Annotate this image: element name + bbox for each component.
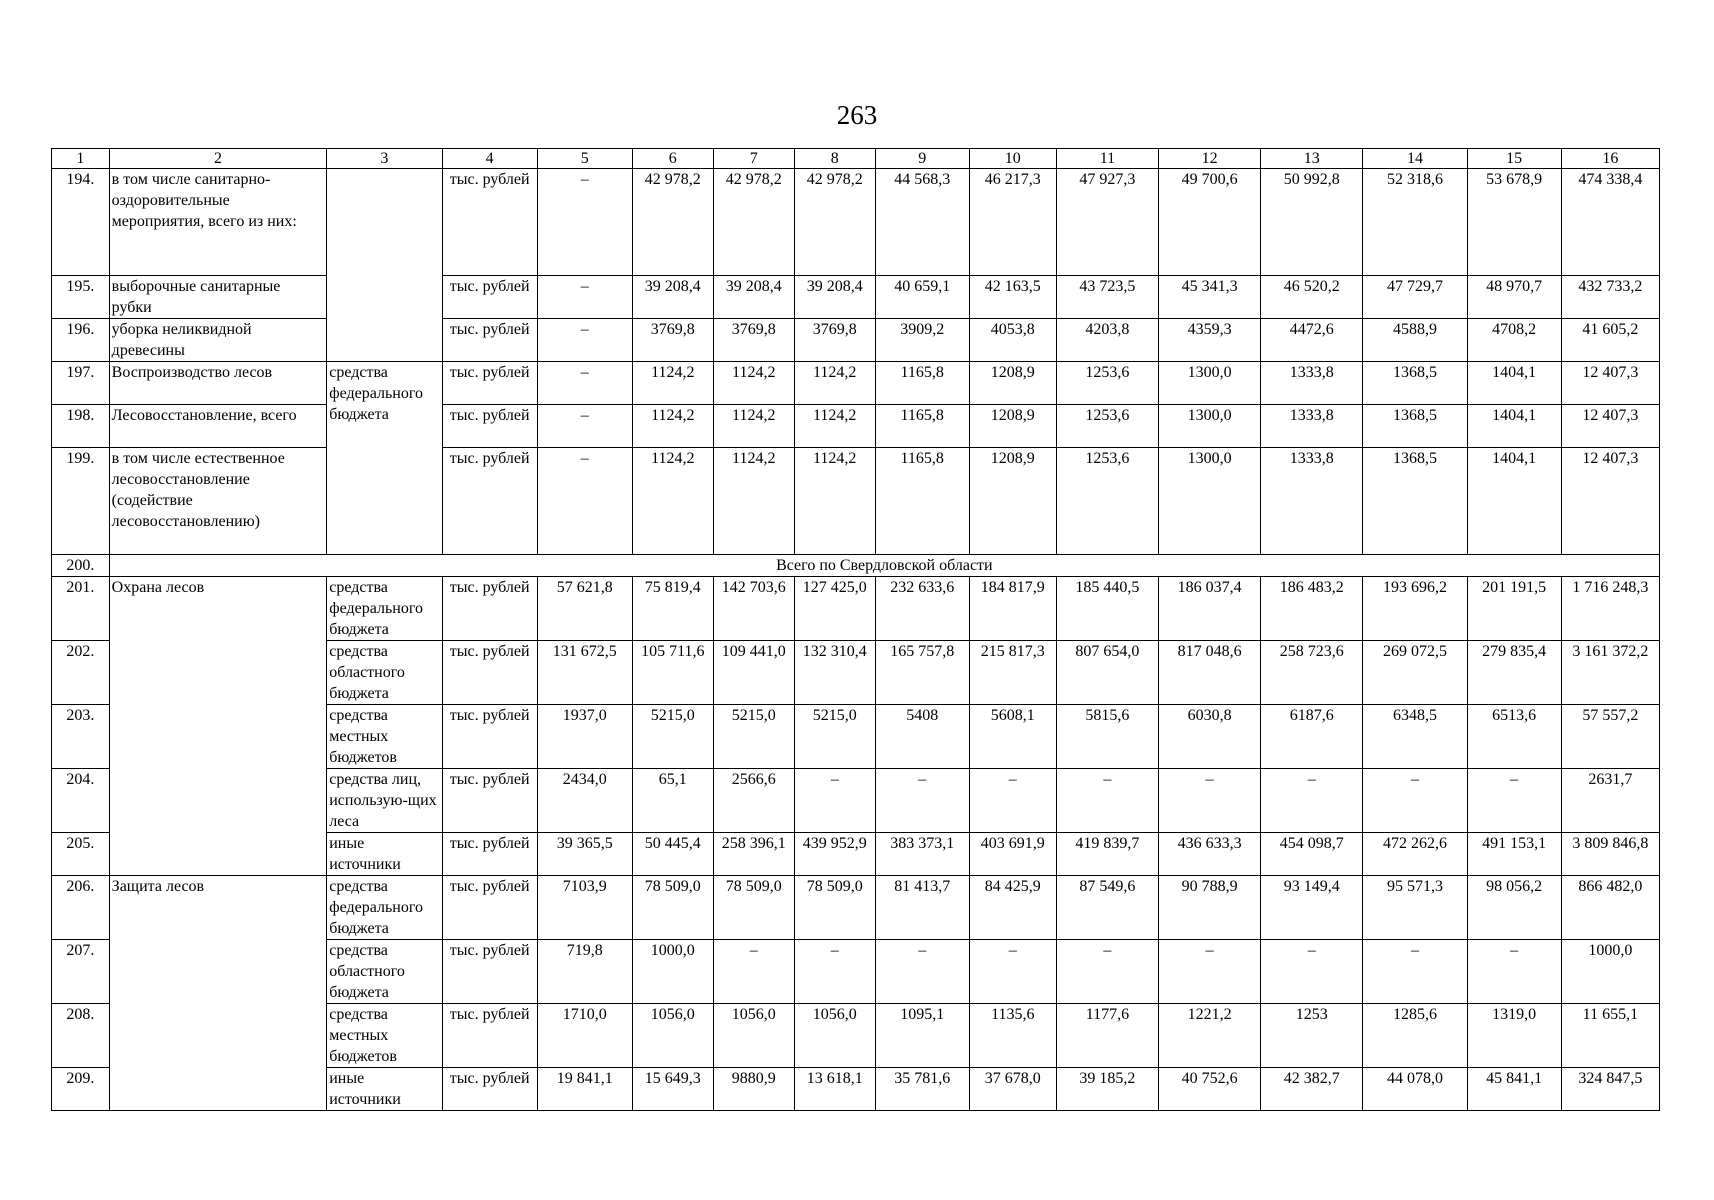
value-cell: 2566,6 <box>713 769 794 833</box>
value-cell: 47 927,3 <box>1056 169 1158 276</box>
value-cell: 1124,2 <box>713 405 794 448</box>
value-cell: 6187,6 <box>1261 705 1363 769</box>
value-cell: 1253,6 <box>1056 362 1158 405</box>
value-cell: 1937,0 <box>537 705 632 769</box>
funding-source: иные источники <box>327 1068 442 1111</box>
value-cell: 215 817,3 <box>969 641 1056 705</box>
value-cell: 1 716 248,3 <box>1561 577 1659 641</box>
value-cell: 454 098,7 <box>1261 833 1363 876</box>
value-cell: 39 208,4 <box>794 276 875 319</box>
value-cell: 3 809 846,8 <box>1561 833 1659 876</box>
value-cell: 1300,0 <box>1159 362 1261 405</box>
value-cell: 65,1 <box>632 769 713 833</box>
value-cell: 258 723,6 <box>1261 641 1363 705</box>
value-cell: – <box>1159 769 1261 833</box>
value-cell: – <box>1159 940 1261 1004</box>
value-cell: 78 509,0 <box>794 876 875 940</box>
unit: тыс. рублей <box>442 876 537 940</box>
value-cell: – <box>969 769 1056 833</box>
value-cell: 4708,2 <box>1467 319 1561 362</box>
value-cell: 1124,2 <box>794 448 875 555</box>
value-cell: – <box>1261 769 1363 833</box>
value-cell: 6030,8 <box>1159 705 1261 769</box>
funding-source: средства местных бюджетов <box>327 1004 442 1068</box>
value-cell: 12 407,3 <box>1561 362 1659 405</box>
value-cell: 817 048,6 <box>1159 641 1261 705</box>
value-cell: 3909,2 <box>875 319 969 362</box>
value-cell: 472 262,6 <box>1363 833 1467 876</box>
value-cell: 131 672,5 <box>537 641 632 705</box>
value-cell: – <box>713 940 794 1004</box>
unit: тыс. рублей <box>442 1068 537 1111</box>
value-cell: 3 161 372,2 <box>1561 641 1659 705</box>
value-cell: 142 703,6 <box>713 577 794 641</box>
row-name: Охрана лесов <box>109 577 327 876</box>
value-cell: 78 509,0 <box>632 876 713 940</box>
value-cell: – <box>537 448 632 555</box>
column-header: 5 <box>537 149 632 169</box>
row-name: Лесовосстановление, всего <box>109 405 327 448</box>
table-row <box>52 319 1660 362</box>
row-name: уборка неликвидной древесины <box>109 319 327 362</box>
value-cell: 1124,2 <box>794 362 875 405</box>
value-cell: 81 413,7 <box>875 876 969 940</box>
funding-source: средства областного бюджета <box>327 641 442 705</box>
value-cell: 1368,5 <box>1363 362 1467 405</box>
value-cell: 48 970,7 <box>1467 276 1561 319</box>
row-number: 196. <box>52 319 110 362</box>
value-cell: 1056,0 <box>794 1004 875 1068</box>
value-cell: 42 978,2 <box>794 169 875 276</box>
funding-source <box>327 169 442 362</box>
value-cell: 184 817,9 <box>969 577 1056 641</box>
value-cell: 419 839,7 <box>1056 833 1158 876</box>
value-cell: 165 757,8 <box>875 641 969 705</box>
column-header: 9 <box>875 149 969 169</box>
value-cell: 1135,6 <box>969 1004 1056 1068</box>
row-name: выборочные санитарные рубки <box>109 276 327 319</box>
value-cell: 439 952,9 <box>794 833 875 876</box>
row-number: 202. <box>52 641 110 705</box>
row-name: в том числе санитарно-оздоровительные мероприятия, всего из них: <box>109 169 327 276</box>
unit: тыс. рублей <box>442 940 537 1004</box>
value-cell: 1285,6 <box>1363 1004 1467 1068</box>
value-cell: 2434,0 <box>537 769 632 833</box>
value-cell: 1319,0 <box>1467 1004 1561 1068</box>
value-cell: – <box>1467 940 1561 1004</box>
value-cell: – <box>1056 769 1158 833</box>
value-cell: 193 696,2 <box>1363 577 1467 641</box>
column-header: 10 <box>969 149 1056 169</box>
unit: тыс. рублей <box>442 641 537 705</box>
value-cell: 324 847,5 <box>1561 1068 1659 1111</box>
value-cell: 5215,0 <box>632 705 713 769</box>
funding-source: иные источники <box>327 833 442 876</box>
value-cell: 1300,0 <box>1159 448 1261 555</box>
value-cell: – <box>537 169 632 276</box>
value-cell: 78 509,0 <box>713 876 794 940</box>
value-cell: 1177,6 <box>1056 1004 1158 1068</box>
row-number: 194. <box>52 169 110 276</box>
value-cell: 4359,3 <box>1159 319 1261 362</box>
value-cell: 1124,2 <box>713 362 794 405</box>
value-cell: 3769,8 <box>632 319 713 362</box>
value-cell: 1000,0 <box>1561 940 1659 1004</box>
value-cell: – <box>1363 769 1467 833</box>
value-cell: 13 618,1 <box>794 1068 875 1111</box>
value-cell: 47 729,7 <box>1363 276 1467 319</box>
value-cell: 40 659,1 <box>875 276 969 319</box>
table-row <box>52 169 1660 276</box>
table-row <box>52 876 1660 940</box>
value-cell: 15 649,3 <box>632 1068 713 1111</box>
budget-table <box>51 148 1660 1111</box>
value-cell: 9880,9 <box>713 1068 794 1111</box>
value-cell: 39 185,2 <box>1056 1068 1158 1111</box>
value-cell: – <box>875 769 969 833</box>
value-cell: 5608,1 <box>969 705 1056 769</box>
value-cell: 1208,9 <box>969 448 1056 555</box>
value-cell: 6513,6 <box>1467 705 1561 769</box>
value-cell: 258 396,1 <box>713 833 794 876</box>
value-cell: 57 557,2 <box>1561 705 1659 769</box>
table-row <box>52 362 1660 405</box>
value-cell: – <box>537 319 632 362</box>
value-cell: 95 571,3 <box>1363 876 1467 940</box>
value-cell: 39 365,5 <box>537 833 632 876</box>
value-cell: 491 153,1 <box>1467 833 1561 876</box>
value-cell: 42 163,5 <box>969 276 1056 319</box>
value-cell: 436 633,3 <box>1159 833 1261 876</box>
row-name: Воспроизводство лесов <box>109 362 327 405</box>
unit: тыс. рублей <box>442 1004 537 1068</box>
value-cell: 1404,1 <box>1467 448 1561 555</box>
unit: тыс. рублей <box>442 769 537 833</box>
value-cell: 1368,5 <box>1363 405 1467 448</box>
unit: тыс. рублей <box>442 276 537 319</box>
value-cell: 12 407,3 <box>1561 448 1659 555</box>
value-cell: 1124,2 <box>713 448 794 555</box>
table-row <box>52 555 1660 577</box>
value-cell: 105 711,6 <box>632 641 713 705</box>
value-cell: 11 655,1 <box>1561 1004 1659 1068</box>
column-header: 12 <box>1159 149 1261 169</box>
value-cell: 37 678,0 <box>969 1068 1056 1111</box>
value-cell: 1165,8 <box>875 405 969 448</box>
value-cell: 866 482,0 <box>1561 876 1659 940</box>
unit: тыс. рублей <box>442 319 537 362</box>
value-cell: 42 978,2 <box>713 169 794 276</box>
value-cell: 403 691,9 <box>969 833 1056 876</box>
column-header: 7 <box>713 149 794 169</box>
value-cell: 41 605,2 <box>1561 319 1659 362</box>
value-cell: 1165,8 <box>875 362 969 405</box>
value-cell: – <box>1363 940 1467 1004</box>
value-cell: 84 425,9 <box>969 876 1056 940</box>
value-cell: 201 191,5 <box>1467 577 1561 641</box>
row-number: 195. <box>52 276 110 319</box>
value-cell: 1710,0 <box>537 1004 632 1068</box>
value-cell: 46 520,2 <box>1261 276 1363 319</box>
value-cell: 75 819,4 <box>632 577 713 641</box>
value-cell: – <box>794 769 875 833</box>
value-cell: 50 992,8 <box>1261 169 1363 276</box>
value-cell: 1208,9 <box>969 405 1056 448</box>
section-title: Всего по Свердловской области <box>109 555 1659 577</box>
table-row <box>52 577 1660 641</box>
column-header: 14 <box>1363 149 1467 169</box>
value-cell: 6348,5 <box>1363 705 1467 769</box>
value-cell: 383 373,1 <box>875 833 969 876</box>
value-cell: 5215,0 <box>794 705 875 769</box>
row-number: 198. <box>52 405 110 448</box>
unit: тыс. рублей <box>442 577 537 641</box>
value-cell: – <box>1056 940 1158 1004</box>
value-cell: 93 149,4 <box>1261 876 1363 940</box>
unit: тыс. рублей <box>442 833 537 876</box>
unit: тыс. рублей <box>442 448 537 555</box>
header-row <box>52 149 1660 169</box>
value-cell: 98 056,2 <box>1467 876 1561 940</box>
value-cell: – <box>537 276 632 319</box>
value-cell: 44 568,3 <box>875 169 969 276</box>
value-cell: 474 338,4 <box>1561 169 1659 276</box>
funding-source: средства местных бюджетов <box>327 705 442 769</box>
value-cell: 1333,8 <box>1261 362 1363 405</box>
value-cell: 1124,2 <box>794 405 875 448</box>
value-cell: – <box>1261 940 1363 1004</box>
row-number: 204. <box>52 769 110 833</box>
row-number: 205. <box>52 833 110 876</box>
value-cell: 1253,6 <box>1056 405 1158 448</box>
column-header: 1 <box>52 149 110 169</box>
value-cell: 186 037,4 <box>1159 577 1261 641</box>
value-cell: 1165,8 <box>875 448 969 555</box>
value-cell: 185 440,5 <box>1056 577 1158 641</box>
value-cell: 279 835,4 <box>1467 641 1561 705</box>
value-cell: 12 407,3 <box>1561 405 1659 448</box>
value-cell: 719,8 <box>537 940 632 1004</box>
column-header: 6 <box>632 149 713 169</box>
value-cell: 5215,0 <box>713 705 794 769</box>
value-cell: – <box>537 362 632 405</box>
row-number: 209. <box>52 1068 110 1111</box>
value-cell: 2631,7 <box>1561 769 1659 833</box>
value-cell: 1124,2 <box>632 405 713 448</box>
table-row <box>52 448 1660 555</box>
value-cell: – <box>794 940 875 1004</box>
value-cell: 1124,2 <box>632 362 713 405</box>
value-cell: 132 310,4 <box>794 641 875 705</box>
value-cell: 432 733,2 <box>1561 276 1659 319</box>
table-row <box>52 405 1660 448</box>
value-cell: 1368,5 <box>1363 448 1467 555</box>
value-cell: 1253 <box>1261 1004 1363 1068</box>
row-name: в том числе естественное лесовосстановление (содействие лесовосстановлению) <box>109 448 327 555</box>
value-cell: 44 078,0 <box>1363 1068 1467 1111</box>
value-cell: 19 841,1 <box>537 1068 632 1111</box>
value-cell: 45 341,3 <box>1159 276 1261 319</box>
value-cell: 1221,2 <box>1159 1004 1261 1068</box>
funding-source: средства федерального бюджета <box>327 577 442 641</box>
value-cell: 1056,0 <box>632 1004 713 1068</box>
value-cell: 42 382,7 <box>1261 1068 1363 1111</box>
value-cell: 3769,8 <box>713 319 794 362</box>
value-cell: 90 788,9 <box>1159 876 1261 940</box>
column-header: 16 <box>1561 149 1659 169</box>
column-header: 2 <box>109 149 327 169</box>
value-cell: 5815,6 <box>1056 705 1158 769</box>
value-cell: 127 425,0 <box>794 577 875 641</box>
value-cell: 109 441,0 <box>713 641 794 705</box>
value-cell: 87 549,6 <box>1056 876 1158 940</box>
unit: тыс. рублей <box>442 705 537 769</box>
value-cell: 1124,2 <box>632 448 713 555</box>
value-cell: 45 841,1 <box>1467 1068 1561 1111</box>
value-cell: 1333,8 <box>1261 405 1363 448</box>
value-cell: 1404,1 <box>1467 362 1561 405</box>
value-cell: 39 208,4 <box>713 276 794 319</box>
page-number: 263 <box>836 100 878 130</box>
value-cell: 1253,6 <box>1056 448 1158 555</box>
funding-source: средства областного бюджета <box>327 940 442 1004</box>
value-cell: 1000,0 <box>632 940 713 1004</box>
value-cell: 53 678,9 <box>1467 169 1561 276</box>
column-header: 8 <box>794 149 875 169</box>
value-cell: 232 633,6 <box>875 577 969 641</box>
value-cell: – <box>875 940 969 1004</box>
value-cell: 807 654,0 <box>1056 641 1158 705</box>
column-header: 15 <box>1467 149 1561 169</box>
column-header: 3 <box>327 149 442 169</box>
funding-source: средства лиц, использую-щих леса <box>327 769 442 833</box>
value-cell: 5408 <box>875 705 969 769</box>
value-cell: 46 217,3 <box>969 169 1056 276</box>
value-cell: 1056,0 <box>713 1004 794 1068</box>
column-header: 4 <box>442 149 537 169</box>
row-number: 206. <box>52 876 110 940</box>
row-number: 200. <box>52 555 110 577</box>
column-header: 13 <box>1261 149 1363 169</box>
unit: тыс. рублей <box>442 169 537 276</box>
value-cell: 57 621,8 <box>537 577 632 641</box>
row-number: 208. <box>52 1004 110 1068</box>
value-cell: 3769,8 <box>794 319 875 362</box>
value-cell: 35 781,6 <box>875 1068 969 1111</box>
value-cell: 52 318,6 <box>1363 169 1467 276</box>
value-cell: 50 445,4 <box>632 833 713 876</box>
row-number: 203. <box>52 705 110 769</box>
value-cell: 1208,9 <box>969 362 1056 405</box>
value-cell: 186 483,2 <box>1261 577 1363 641</box>
row-number: 199. <box>52 448 110 555</box>
value-cell: 1300,0 <box>1159 405 1261 448</box>
value-cell: 7103,9 <box>537 876 632 940</box>
value-cell: 40 752,6 <box>1159 1068 1261 1111</box>
value-cell: 49 700,6 <box>1159 169 1261 276</box>
row-number: 201. <box>52 577 110 641</box>
row-number: 207. <box>52 940 110 1004</box>
value-cell: – <box>537 405 632 448</box>
value-cell: 39 208,4 <box>632 276 713 319</box>
value-cell: 1404,1 <box>1467 405 1561 448</box>
value-cell: 4472,6 <box>1261 319 1363 362</box>
value-cell: 42 978,2 <box>632 169 713 276</box>
value-cell: – <box>969 940 1056 1004</box>
value-cell: 1333,8 <box>1261 448 1363 555</box>
value-cell: 4588,9 <box>1363 319 1467 362</box>
value-cell: – <box>1467 769 1561 833</box>
value-cell: 4203,8 <box>1056 319 1158 362</box>
row-name: Защита лесов <box>109 876 327 1111</box>
unit: тыс. рублей <box>442 362 537 405</box>
row-number: 197. <box>52 362 110 405</box>
value-cell: 1095,1 <box>875 1004 969 1068</box>
value-cell: 4053,8 <box>969 319 1056 362</box>
column-header: 11 <box>1056 149 1158 169</box>
table-row <box>52 276 1660 319</box>
unit: тыс. рублей <box>442 405 537 448</box>
value-cell: 269 072,5 <box>1363 641 1467 705</box>
funding-source: средства федерального бюджета <box>327 362 442 555</box>
funding-source: средства федерального бюджета <box>327 876 442 940</box>
value-cell: 43 723,5 <box>1056 276 1158 319</box>
